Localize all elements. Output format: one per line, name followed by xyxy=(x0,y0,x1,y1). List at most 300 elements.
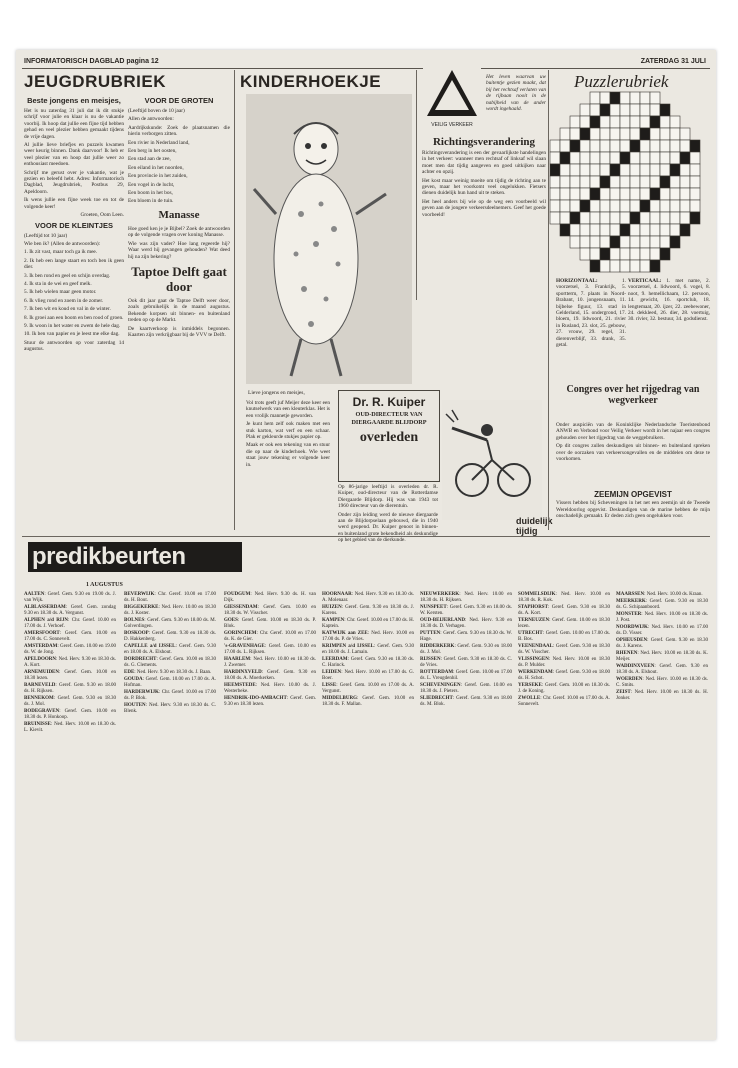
crossword-cell xyxy=(620,140,630,152)
crossword-cell xyxy=(590,212,600,224)
predikbeurten-entry: LEIDEN: Ned. Herv. 10.00 en 17.00 ds. G. Boer. xyxy=(322,670,415,681)
crossword-cell xyxy=(560,188,570,200)
jeugd-title: JEUGDRUBRIEK xyxy=(24,72,167,91)
predikbeurten-entry: MEERKERK: Geref. Gem. 9.30 en 18.30 ds. G. Schipaanboord. xyxy=(616,599,708,610)
predikbeurten-detail: Chr. Geref. 10.00 en 17.00 ds. H. Kaptein. xyxy=(322,618,414,629)
kleintjes-line: 4. Ik sta in de wei en geef melk. xyxy=(24,280,92,287)
predikbeurten-detail: Geref. Gem. 10.00 en 19.00 ds. W. de Jong. xyxy=(24,644,116,655)
crossword-cell xyxy=(610,200,620,212)
predikbeurten-place: KRIMPEN a/d IJSSEL xyxy=(322,644,374,649)
crossword-cell xyxy=(610,260,620,272)
cyclist-signal-image xyxy=(442,400,542,520)
predikbeurten-entry: MONSTER: Ned. Herv. 10.00 en 18.30 ds. J. Post. xyxy=(616,612,708,623)
predikbeurten-entry: NUNSPEET: Geref. Gem. 9.30 en 18.00 ds. W. Kersten. xyxy=(420,605,513,616)
crossword-cell xyxy=(660,236,670,248)
predikbeurten-place: OPHEUSDEN xyxy=(616,638,648,643)
crossword-cell xyxy=(550,176,560,188)
congres-title: Congres over het rijgedrag van wegverkeer xyxy=(566,384,700,406)
crossword-cell xyxy=(630,128,640,140)
crossword-cell xyxy=(560,200,570,212)
crossword-cell xyxy=(600,248,610,260)
groten-line: Een provincie in het zuiden, xyxy=(128,173,188,180)
crossword-cell xyxy=(630,212,640,224)
crossword-cell xyxy=(670,236,680,248)
predikbeurten-detail: Geref. Gem. 9.30 en 18.30 ds. W. Hage. xyxy=(420,631,513,642)
predikbeurten-place: YERSEKE xyxy=(518,683,542,688)
crossword-cell xyxy=(670,188,680,200)
crossword-cell xyxy=(640,104,650,116)
predikbeurten-entry: OPHEUSDEN: Geref. Gem. 9.30 en 18.30 ds. J. Karens. xyxy=(616,638,708,649)
crossword-cell xyxy=(660,140,670,152)
crossword-cell xyxy=(640,200,650,212)
kuiper-obituary-heading xyxy=(338,390,440,482)
predikbeurten-entry: RIDDERKERK: Geref. Gem. 9.30 en 18.00 ds. J. Mol. xyxy=(420,644,513,655)
predikbeurten-place: RHENEN xyxy=(616,651,638,656)
predikbeurten-entry: RHENEN: Ned. Herv. 10.00 en 18.30 ds. K. Meijer. xyxy=(616,651,708,662)
crossword-cell xyxy=(620,128,630,140)
crossword-cell xyxy=(560,152,570,164)
crossword-cell xyxy=(660,164,670,176)
predikbeurten-place: VLISSINGEN xyxy=(518,657,549,662)
crossword-cell xyxy=(620,116,630,128)
crossword-cell xyxy=(590,248,600,260)
crossword-cell xyxy=(650,260,660,272)
crossword-cell xyxy=(610,224,620,236)
puzzel-verticaal xyxy=(628,278,710,378)
predikbeurten-entry: BEVERWIJK: Chr. Geref. 10.00 en 17.00 ds. H. Bout. xyxy=(124,592,217,603)
crossword-cell xyxy=(590,236,600,248)
predikbeurten-detail: Geref. Gem. 10.00 en 17.00 ds. C. Sonnevelt. xyxy=(24,631,116,642)
crossword-cell xyxy=(670,140,680,152)
veilig-paragraph: Richtingsverandering is een der gevaarlijkste handelingen in het verkeer: wanneer men rechtsaf of linksaf wil slaan moet men dat tijdig aangeven en goed uitkijken naar achter en opzij. xyxy=(422,150,546,176)
jeugd-greeting: Beste jongens en meisjes, xyxy=(27,96,121,105)
kleintjes-line: Wie ben ik? (Allen de antwoorden): xyxy=(24,240,101,247)
crossword-cell xyxy=(580,236,590,248)
groten-line: Een bloem in de tuin. xyxy=(128,198,174,205)
predikbeurten-place: SOMMELSDIJK xyxy=(518,592,556,597)
crossword-cell xyxy=(610,116,620,128)
predikbeurten-column xyxy=(518,592,610,1032)
crossword-cell xyxy=(620,212,630,224)
crossword-cell xyxy=(650,188,660,200)
kleintjes-line: 7. Ik ben wit en koud en val in de winter. xyxy=(24,306,111,313)
crossword-cell xyxy=(630,176,640,188)
predikbeurten-detail: Geref. Gem. 9.30 en 18.00 ds. W. Kersten. xyxy=(420,605,513,616)
crossword-cell xyxy=(560,176,570,188)
kuiper-name: Dr. R. Kuiper xyxy=(352,395,426,409)
predikbeurten-entry: ZWOLLE: Chr. Geref. 10.00 en 17.00 ds. A. Sonnevelt. xyxy=(518,696,611,707)
jeugd-signoff: Groeten, Oom Leen. xyxy=(80,212,124,219)
crossword-cell xyxy=(570,152,580,164)
predikbeurten-detail: Ned. Herv. 10.00 en 18.30 ds. R. Kok. xyxy=(518,592,610,603)
predikbeurten-entry: AMERSFOORT: Geref. Gem. 10.00 en 17.00 ds. C. Sonnevelt. xyxy=(24,631,116,642)
crossword-cell xyxy=(550,152,560,164)
predikbeurten-detail: Geref. Gem. 9.30 en 18.30 lezen. xyxy=(224,696,316,707)
crossword-cell xyxy=(680,164,690,176)
crossword-cell xyxy=(640,116,650,128)
crossword-cell xyxy=(580,128,590,140)
predikbeurten-place: MAARSSEN xyxy=(616,592,645,597)
crossword-cell xyxy=(660,248,670,260)
crossword-cell xyxy=(680,128,690,140)
predikbeurten-detail: Geref. Gem. 10.00 en 18.30 lezen. xyxy=(24,670,116,681)
crossword-cell xyxy=(590,104,600,116)
zeemijn-title: ZEEMIJN OPGEVIST xyxy=(594,490,672,499)
predikbeurten-entry: FOUDGUM: Ned. Herv. 9.30 ds. H. van Dijk. xyxy=(224,592,317,603)
predikbeurten-column xyxy=(322,592,414,1032)
kuiper-subtitle: OUD-DIRECTEUR VAN DIERGAARDE BLIJDORP xyxy=(351,411,427,426)
predikbeurten-place: WOERDEN xyxy=(616,677,643,682)
crossword-cell xyxy=(690,176,700,188)
predikbeurten-detail: Ned. Herv. 9.30 en 18.30 ds. A. Molenaar. xyxy=(322,592,415,603)
kinder-text xyxy=(246,400,330,530)
crossword-cell xyxy=(570,200,580,212)
jeugd-col-2 xyxy=(128,94,230,524)
crossword-cell xyxy=(570,140,580,152)
predikbeurten-detail: Geref. Gem. 10.00 en 18.30 ds. P. Honkoop. xyxy=(24,709,117,720)
crossword-cell xyxy=(680,152,690,164)
crossword-cell xyxy=(610,176,620,188)
predikbeurten-place: GOUDA xyxy=(124,677,143,682)
zeemijn-paragraph: Vissers hebben bij Scheveningen in het net een zeemijn uit de Tweede Wereldoorlog opgevist. Deskundigen van de marine hebben de mijn onschadelijk gemaakt. Er deden zich geen ongelukken voor. xyxy=(556,500,710,520)
predikbeurten-place: SLIEDRECHT xyxy=(420,696,453,701)
crossword-cell xyxy=(630,140,640,152)
crossword-cell xyxy=(570,128,580,140)
predikbeurten-detail: Ned. Herv. 9.30 en 18.30 ds. J. Baan. xyxy=(136,670,212,675)
predikbeurten-place: AMSTERDAM xyxy=(24,644,58,649)
groten-intro: (Leeftijd boven de 10 jaar) xyxy=(128,108,185,114)
crossword-cell xyxy=(630,92,640,104)
crossword-cell xyxy=(600,116,610,128)
crossword-cell xyxy=(590,152,600,164)
predikbeurten-place: ALPHEN a/d RIJN xyxy=(24,618,68,623)
crossword-cell xyxy=(590,128,600,140)
predikbeurten-entry: HOORNAAR: Ned. Herv. 9.30 en 18.30 ds. A. Molenaar. xyxy=(322,592,415,603)
predikbeurten-place: 's-GRAVENHAGE xyxy=(224,644,265,649)
predikbeurten-entry: OUD-BEIJERLAND: Ned. Herv. 9.30 en 18.30 ds. D. Verhagen. xyxy=(420,618,512,629)
page-header-left: INFORMATORISCH DAGBLAD pagina 12 xyxy=(24,58,159,65)
crossword-cell xyxy=(590,116,600,128)
predikbeurten-place: BEVERWIJK xyxy=(124,592,155,597)
crossword-cell xyxy=(640,260,650,272)
column-divider xyxy=(416,70,417,300)
kleintjes-line: 9. Ik woon in het water en zwem de hele dag. xyxy=(24,322,121,329)
crossword-cell xyxy=(640,140,650,152)
warning-triangle-icon xyxy=(423,66,481,132)
crossword-cell xyxy=(640,176,650,188)
crossword-cell xyxy=(690,212,700,224)
predikbeurten-place: HUIZEN xyxy=(322,605,342,610)
zeemijn-block xyxy=(556,488,710,534)
predikbeurten-detail: Geref. Gem. zondag 9.30 en 18.30 ds. A. Vergunst. xyxy=(24,605,116,616)
groten-line: Een vogel in de lucht, xyxy=(128,181,175,188)
crossword-cell xyxy=(570,176,580,188)
crossword-cell xyxy=(620,200,630,212)
predikbeurten-place: WADDINXVEEN xyxy=(616,664,655,669)
crossword-cell xyxy=(610,164,620,176)
crossword-cell xyxy=(600,104,610,116)
crossword-cell xyxy=(690,200,700,212)
crossword-cell xyxy=(600,164,610,176)
predikbeurten-place: MEERKERK xyxy=(616,599,646,604)
predikbeurten-entry: KAMPEN: Chr. Geref. 10.00 en 17.00 ds. H. Kaptein. xyxy=(322,618,414,629)
predikbeurten-entry: WERKENDAM: Geref. Gem. 9.30 en 18.00 ds. H. Schot. xyxy=(518,670,610,681)
crossword-cell xyxy=(610,152,620,164)
crossword-cell xyxy=(580,200,590,212)
crossword-cell xyxy=(600,128,610,140)
predikbeurten-place: BRUINISSE xyxy=(24,722,51,727)
crossword-cell xyxy=(650,116,660,128)
predikbeurten-detail: Chr. Geref. 10.00 en 17.00 ds. A. Sonnevelt. xyxy=(518,696,611,707)
predikbeurten-entry: SLIEDRECHT: Geref. Gem. 9.30 en 18.00 ds. M. Blok. xyxy=(420,696,512,707)
kleintjes-line: 5. Ik heb wielen maar geen motor. xyxy=(24,289,97,296)
predikbeurten-detail: Geref. Gem. 9.30 en 18.30 ds. J. Karens. xyxy=(322,605,414,616)
predikbeurten-entry: LISSE: Geref. Gem. 10.00 en 17.00 ds. A. Vergunst. xyxy=(322,683,414,694)
predikbeurten-detail: Ned. Herv. 10.00 en 17.00 ds. P. de Vries. xyxy=(322,631,414,642)
crossword-cell xyxy=(610,188,620,200)
crossword-cell xyxy=(650,176,660,188)
predikbeurten-entry: KATWIJK aan ZEE: Ned. Herv. 10.00 en 17.00 ds. P. de Vries. xyxy=(322,631,414,642)
newspaper-page xyxy=(16,50,716,1040)
crossword-cell xyxy=(580,152,590,164)
crossword-cell xyxy=(610,92,620,104)
crossword-cell xyxy=(630,200,640,212)
predikbeurten-entry: GOES: Geref. Gem. 10.00 en 18.30 ds. P. Blok. xyxy=(224,618,316,629)
crossword-cell xyxy=(600,200,610,212)
predikbeurten-place: FOUDGUM xyxy=(224,592,251,597)
crossword-cell xyxy=(640,224,650,236)
crossword-cell xyxy=(630,104,640,116)
predikbeurten-entry: WADDINXVEEN: Geref. Gem. 9.30 en 18.30 ds. A. Elshout. xyxy=(616,664,708,675)
crossword-cell xyxy=(630,260,640,272)
taptoe-title: Taptoe Delft gaat door xyxy=(131,263,227,294)
groten-line: Een berg in het oosten, xyxy=(128,148,177,155)
predikbeurten-column xyxy=(616,592,708,1032)
crossword-cell xyxy=(680,188,690,200)
crossword-cell xyxy=(650,140,660,152)
predikbeurten-place: HEEMSTEDE xyxy=(224,683,256,688)
verticaal-clues: 1. met name, 2. voorzetsel, 4. lidwoord, 6. vogel, 8. noot, 9. hemellichaam, 12. persoon, 14. gewicht, 16. sportclub, 18. lengtemaat, 20. ijzer, 22. zeebewoner, 24. dekkleed, 26. dier, 28. voertuig, 30. rivier, 32. bestuur, 34. godsdienst. xyxy=(628,278,710,323)
predikbeurten-place: CAPELLE a/d IJSSEL xyxy=(124,644,176,649)
predikbeurten-place: LEERDAM xyxy=(322,657,348,662)
crossword-cell xyxy=(610,140,620,152)
crossword-cell xyxy=(600,236,610,248)
crossword-cell xyxy=(580,176,590,188)
predikbeurten-detail: Geref. Gem. 9.30 en 18.30 ds. W. Visscher. xyxy=(518,644,610,655)
taptoe-paragraph: De kaartverkoop is inmiddels begonnen. Kaarten zijn verkrijgbaar bij de VVV te Delft. xyxy=(128,325,230,338)
predikbeurten-detail: Geref. Gem. 9.30 en 18.30 ds. C. Harinck. xyxy=(322,657,415,668)
crossword-cell xyxy=(680,224,690,236)
crossword-cell xyxy=(570,224,580,236)
predikbeurten-place: RIDDERKERK xyxy=(420,644,455,649)
predikbeurten-detail: Geref. Gem. 10.00 en 17.00 ds. A. Vergunst. xyxy=(322,683,414,694)
column-divider xyxy=(548,70,549,530)
crossword-cell xyxy=(600,92,610,104)
kleintjes-line: 2. Ik heb een lange staart en toch ben ik geen dier. xyxy=(24,257,124,271)
predikbeurten-place: BOLNES xyxy=(124,618,145,623)
crossword-cell xyxy=(690,152,700,164)
predikbeurten-detail: Ned. Herv. 9.30 en 18.30 ds. D. Verhagen. xyxy=(420,618,512,629)
crossword-cell xyxy=(680,212,690,224)
kleintjes-line: 3. Ik ben rond en geel en schijn overdag. xyxy=(24,272,111,279)
crossword-cell xyxy=(560,128,570,140)
veilig-paragraph: Het heel anders bij wie op de weg een voorbeeld wil geven aan de jongere verkeersdeelnemers. Geef het goede voorbeeld! xyxy=(422,198,546,218)
predikbeurten-detail: Geref. Gem. 10.00 en 18.30 ds. J. de Koning. xyxy=(518,683,611,694)
signal-label: duidelijk tijdig xyxy=(516,516,553,536)
crossword-cell xyxy=(610,236,620,248)
groten-title: VOOR DE GROTEN xyxy=(144,96,214,105)
predikbeurten-detail: Ned. Herv. 10.00 en 18.30 ds. L. Kievit. xyxy=(24,722,116,733)
predikbeurten-place: MIDDELBURG xyxy=(322,696,358,701)
crossword-cell xyxy=(680,200,690,212)
predikbeurten-detail: Geref. Gem. 9.30 en 18.00 ds. H. Rijksen. xyxy=(24,683,117,694)
kinder-caption: Lieve jongens en meisjes, xyxy=(248,390,305,396)
predikbeurten-detail: Ned. Herv. 9.30 ds. H. van Dijk. xyxy=(224,592,317,603)
predikbeurten-detail: Ned. Herv. 9.30 en 18.30 ds. C. Blenk. xyxy=(124,703,216,714)
groten-line: Allen de antwoorden: xyxy=(128,116,174,123)
predikbeurten-place: MONSTER xyxy=(616,612,642,617)
congres-paragraph: Op dit congres zullen deskundigen uit binnen- en buitenland spreken over de oorzaken van verkeersongevallen en de middelen om deze te voorkomen. xyxy=(556,443,710,463)
puzzel-horizontaal xyxy=(556,278,626,378)
predikbeurten-detail: Geref. Gem. 10.00 en 18.30 lezen. xyxy=(518,618,610,629)
predikbeurten-entry: WOERDEN: Ned. Herv. 10.00 en 18.30 ds. C. Smits. xyxy=(616,677,708,688)
crossword-cell xyxy=(600,176,610,188)
crossword-cell xyxy=(550,188,560,200)
predikbeurten-detail: Ned. Herv. 10.00 en 17.00 ds. G. Boer. xyxy=(322,670,415,681)
crossword-cell xyxy=(590,176,600,188)
kinder-paragraph: Je kunt hem zelf ook maken met een stuk karton, wat verf en een schaar. Plak er gekleurde stukjes papier op. xyxy=(246,421,330,441)
predikbeurten-detail: Geref. Gem. 10.00 en 18.30 ds. J. Pieters. xyxy=(420,683,513,694)
predikbeurten-entry: UTRECHT: Geref. Gem. 10.00 en 17.00 ds. B. Bos. xyxy=(518,631,611,642)
crossword-cell xyxy=(650,164,660,176)
predikbeurten-entry: HAARLEM: Ned. Herv. 10.00 en 18.30 ds. J. Zwemer. xyxy=(224,657,316,668)
predikbeurten-place: BARNEVELD xyxy=(24,683,56,688)
groten-line: Een rivier in Nederland land, xyxy=(128,139,190,146)
predikbeurten-detail: Geref. Gem. 9.30 en 19.00 ds. J. van Wijk. xyxy=(24,592,116,603)
predikbeurten-place: ALBLASSERDAM xyxy=(24,605,66,610)
predikbeurten-place: VEENENDAAL xyxy=(518,644,554,649)
crossword-cell xyxy=(650,104,660,116)
crossword-cell xyxy=(660,152,670,164)
crossword-svg xyxy=(550,92,700,272)
crossword-cell xyxy=(660,224,670,236)
predikbeurten-entry: AMSTERDAM: Geref. Gem. 10.00 en 19.00 ds. W. de Jong. xyxy=(24,644,116,655)
crossword-cell xyxy=(640,152,650,164)
crossword-cell xyxy=(600,260,610,272)
predikbeurten-detail: Geref. Gem. 9.30 en 18.30 ds. D. Hakkenberg. xyxy=(124,631,217,642)
crossword-cell xyxy=(640,188,650,200)
predikbeurten-entry: SOMMELSDIJK: Ned. Herv. 10.00 en 18.30 ds. R. Kok. xyxy=(518,592,610,603)
predikbeurten-detail: Geref. Gem. 9.30 en 18.00 ds. M. Blok. xyxy=(420,696,512,707)
crossword-cell xyxy=(610,212,620,224)
predikbeurten-detail: Ned. Herv. 10.00 en 18.30 ds. H. Rijksen. xyxy=(420,592,512,603)
predikbeurten-detail: Ned. Herv. 10.00 en 18.30 ds. P. Mulder. xyxy=(518,657,610,668)
crossword-cell xyxy=(560,140,570,152)
predikbeurten-place: BOSKOOP xyxy=(124,631,149,636)
predikbeurten-column xyxy=(420,592,512,1032)
predikbeurten-place: EDE xyxy=(124,670,135,675)
predikbeurten-entry: VEENENDAAL: Geref. Gem. 9.30 en 18.30 ds. W. Visscher. xyxy=(518,644,610,655)
predikbeurten-detail: Geref. Gem. 9.30 en 18.30 ds. C. de Vries. xyxy=(420,657,512,668)
predikbeurten-detail: Ned. Herv. 10.00 ds. Kraan. xyxy=(646,592,703,597)
predikbeurten-detail: Geref. Gem. 9.30 en 18.00 ds. A. Moerkerken. xyxy=(224,670,316,681)
predikbeurten-entry: LEERDAM: Geref. Gem. 9.30 en 18.30 ds. C. Harinck. xyxy=(322,657,415,668)
predikbeurten-place: OUD-BEIJERLAND xyxy=(420,618,466,623)
predikbeurten-detail: Ned. Herv. 10.00 en 18.30 ds. J. Koster. xyxy=(124,605,216,616)
crossword-cell xyxy=(690,140,700,152)
crossword-cell xyxy=(590,200,600,212)
predikbeurten-place: NIEUWERKERK xyxy=(420,592,460,597)
predikbeurten-entry: ZEIST: Ned. Herv. 10.00 en 18.30 ds. H. Jonker. xyxy=(616,690,708,701)
crossword-cell xyxy=(660,188,670,200)
crossword-cell xyxy=(660,176,670,188)
crossword-cell xyxy=(670,176,680,188)
predikbeurten-place: BIGGEKERKE xyxy=(124,605,159,610)
predikbeurten-detail: Geref. Gem. 9.30 en 18.00 ds. J. Mol. xyxy=(420,644,513,655)
predikbeurten-entry: ROTTERDAM: Geref. Gem. 10.00 en 17.00 ds. L. Vreugdenhil. xyxy=(420,670,512,681)
predikbeurten-entry: 's-GRAVENHAGE: Geref. Gem. 10.00 en 17.00 ds. L. Rijksen. xyxy=(224,644,316,655)
crossword-cell xyxy=(640,236,650,248)
kleintjes-line: 10. Ik ben van papier en je leest me elke dag. xyxy=(24,331,120,338)
predikbeurten-title: predikbeurten xyxy=(28,542,242,572)
predikbeurten-column xyxy=(24,592,116,1032)
crossword-cell xyxy=(580,212,590,224)
jeugd-paragraph: Schrijf me gerust over je vakantie, wat je gezien en beleefd hebt. Adres: Informatorisch Dagblad, Jeugdrubriek, Postbus 29, Apeldoorn. xyxy=(24,169,124,195)
crossword-cell xyxy=(620,248,630,260)
predikbeurten-entry: HEEMSTEDE: Ned. Herv. 10.00 ds. J. Westerbeke. xyxy=(224,683,316,694)
kinder-illustration xyxy=(246,94,412,384)
predikbeurten-detail: Ned. Herv. 10.00 en 18.30 ds. J. Post. xyxy=(616,612,708,623)
predikbeurten-place: LEIDEN xyxy=(322,670,342,675)
crossword-cell xyxy=(550,200,560,212)
crossword-cell xyxy=(610,104,620,116)
predikbeurten-entry: BODEGRAVEN: Geref. Gem. 10.00 en 18.30 ds. P. Honkoop. xyxy=(24,709,117,720)
predikbeurten-detail: Ned. Herv. 10.00 en 18.30 ds. H. Jonker. xyxy=(616,690,708,701)
predikbeurten-place: ZWOLLE xyxy=(518,696,541,701)
predikbeurten-place: UTRECHT xyxy=(518,631,543,636)
predikbeurten-place: ARNEMUIDEN xyxy=(24,670,59,675)
predikbeurten-column xyxy=(124,592,216,1032)
predikbeurten-entry: APELDOORN: Ned. Herv. 9.30 en 18.30 ds. A. Kort. xyxy=(24,657,117,668)
kinder-paragraph: Vol trots geeft juf Meijer deze keer een knutselwerk van een kleuterklas. Het is een vrolijk mannetje geworden. xyxy=(246,400,330,419)
crossword-cell xyxy=(630,116,640,128)
predikbeurten-detail: Chr. Geref. 10.00 en 17.00 ds. P. Blok. xyxy=(124,690,217,701)
predikbeurten-entry: AALTEN: Geref. Gem. 9.30 en 19.00 ds. J. van Wijk. xyxy=(24,592,116,603)
jeugd-paragraph: Het is nu zaterdag 31 juli dat ik dit stukje schrijf voor julie en klaar is nu de vakantie voorbij. Ik hoop dat jullie een fijne tijd hebben gehad en veel plezier hebben gemaakt tijdens de vrije dagen. xyxy=(24,108,124,140)
crossword-cell xyxy=(580,248,590,260)
predikbeurten-place: HENDRIK-IDO-AMBACHT xyxy=(224,696,287,701)
predikbeurten-detail: Geref. Gem. 10.00 en 17.00 ds. A. Hofman. xyxy=(124,677,216,688)
horizontaal-clues: 1. voorzetsel, 3. Frankrijk, 5. sportterm, 7. plaats in Noord-Brabant, 10. jongensnaam, 11. bijbelse figuur, 13. stad in Gelderland, 15. ondergrond, 17. bloem, 19. lidwoord, 21. rivier in Rusland, 23. slot, 25. gebouw, 27. vrouw, 29. regel, 31. dierenverblijf, 33. drank, 35. getal. xyxy=(556,278,626,349)
crafted-doll-image xyxy=(246,94,412,384)
page-header-right: ZATERDAG 31 JULI xyxy=(640,58,706,65)
predikbeurten-entry: GIESSENDAM: Geref. Gem. 10.00 en 18.30 ds. W. Visscher. xyxy=(224,605,316,616)
crossword-cell xyxy=(620,164,630,176)
predikbeurten-detail: Geref. Gem. 9.30 en 18.00 ds. J. Lamain. xyxy=(322,644,415,655)
predikbeurten-entry: BENNEKOM: Geref. Gem. 9.30 en 18.30 ds. J. Mol. xyxy=(24,696,116,707)
predikbeurten-place: DORDRECHT xyxy=(124,657,157,662)
crossword-cell xyxy=(600,152,610,164)
predikbeurten-entry: BOSKOOP: Geref. Gem. 9.30 en 18.30 ds. D. Hakkenberg. xyxy=(124,631,217,642)
predikbeurten-detail: Ned. Herv. 10.00 en 18.30 ds. K. Meijer. xyxy=(616,651,708,662)
crossword-cell xyxy=(670,164,680,176)
groten-line: Een eiland in het noorden, xyxy=(128,164,184,171)
crossword-cell xyxy=(560,224,570,236)
predikbeurten-detail: Geref. Gem. 10.00 en 17.00 ds. B. Bos. xyxy=(518,631,611,642)
predikbeurten-place: PUTTEN xyxy=(420,631,441,636)
crossword-cell xyxy=(630,224,640,236)
predikbeurten-entry: VLISSINGEN: Ned. Herv. 10.00 en 18.30 ds. P. Mulder. xyxy=(518,657,610,668)
